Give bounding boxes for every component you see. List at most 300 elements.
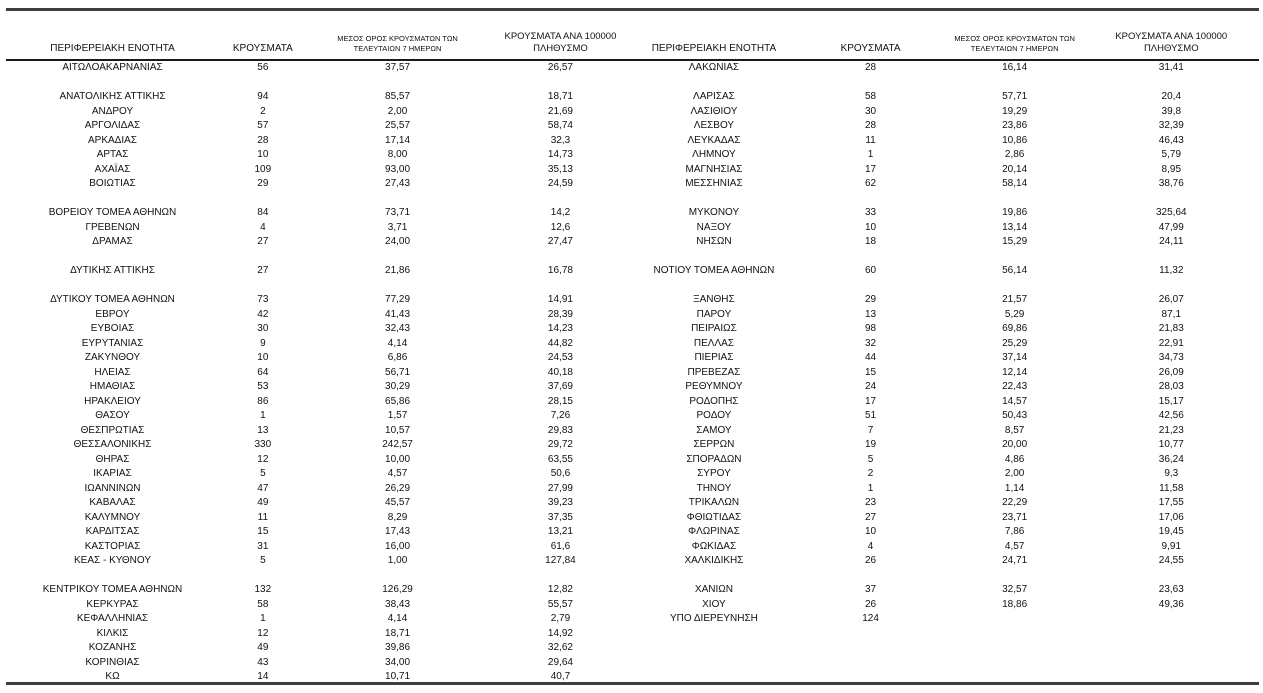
- cases-cell: 5: [260, 555, 266, 566]
- cases-cell: 18: [864, 236, 877, 247]
- avg7-cell: 14,57: [1002, 395, 1028, 407]
- region-cell: ΚΕΑΣ - ΚΥΘΝΟΥ: [74, 555, 151, 566]
- table-header-right: [633, 11, 1260, 60]
- data-row: [633, 482, 1260, 497]
- empty-cell: [633, 569, 796, 584]
- region-cell: ΤΡΙΚΑΛΩΝ: [688, 497, 740, 508]
- region-cell: ΖΑΚΥΝΘΟΥ: [84, 352, 141, 363]
- cases-cell: 13: [257, 424, 269, 436]
- cases-cell: 4: [260, 221, 266, 233]
- per100k-cell: 9,3: [1164, 468, 1179, 479]
- per100k-cell: 21,69: [547, 105, 573, 117]
- avg7-cell: 1,14: [1004, 482, 1025, 494]
- avg7-cell: 57,71: [1002, 91, 1028, 102]
- per100k-cell: 42,56: [1158, 410, 1184, 421]
- cases-cell: 94: [257, 91, 269, 102]
- empty-cell: [488, 569, 632, 584]
- empty-cell: [1084, 569, 1259, 584]
- per100k-cell: 58,74: [547, 120, 573, 131]
- empty-cell: [795, 279, 945, 294]
- region-cell: ΛΑΚΩΝΙΑΣ: [688, 62, 740, 73]
- cases-cell: 1: [867, 482, 874, 494]
- empty-cell: [307, 250, 489, 265]
- per100k-cell: 5,79: [1161, 149, 1182, 160]
- per100k-cell: 50,6: [550, 468, 571, 479]
- data-row: [633, 308, 1260, 323]
- region-cell: ΕΥΡΥΤΑΝΙΑΣ: [81, 337, 144, 349]
- per100k-cell: 9,91: [1161, 540, 1182, 552]
- region-cell: ΞΑΝΘΗΣ: [693, 294, 735, 305]
- avg7-cell: 22,43: [1002, 381, 1028, 392]
- cases-cell: 44: [864, 352, 877, 363]
- region-cell: ΓΡΕΒΕΝΩΝ: [85, 221, 140, 233]
- per100k-cell: 39,23: [547, 497, 573, 508]
- cases-cell: 12: [257, 453, 269, 465]
- data-row: [6, 366, 633, 381]
- data-row: [633, 467, 1260, 482]
- region-cell: ΛΕΣΒΟΥ: [693, 120, 735, 131]
- avg7-cell: 8,57: [1004, 424, 1025, 436]
- avg7-cell: 24,71: [1002, 555, 1028, 566]
- region-cell: ΑΡΓΟΛΙΔΑΣ: [84, 120, 141, 131]
- avg7-cell: 93,00: [385, 163, 411, 175]
- per100k-cell: 34,73: [1158, 352, 1184, 363]
- header-region-label: ΠΕΡΙΦΕΡΕΙΑΚΗ ΕΝΟΤΗΤΑ: [50, 43, 175, 54]
- header-region-label: ΠΕΡΙΦΕΡΕΙΑΚΗ ΕΝΟΤΗΤΑ: [651, 43, 777, 54]
- data-row: [633, 148, 1260, 163]
- empty-cell: [219, 76, 307, 91]
- avg7-cell: 4,57: [1004, 540, 1025, 552]
- empty-cell: [219, 250, 307, 265]
- per100k-cell: 24,11: [1159, 236, 1184, 247]
- cases-cell: 10: [257, 149, 269, 160]
- avg7-cell: 19,86: [1002, 207, 1028, 218]
- data-row: [633, 206, 1260, 221]
- empty-cell: [6, 76, 219, 91]
- per100k-cell: 18,71: [547, 91, 573, 102]
- header-cases: [219, 11, 307, 60]
- data-row: [633, 612, 1260, 627]
- data-row: [6, 293, 633, 308]
- per100k-cell: 32,3: [550, 134, 571, 146]
- header-cases-label: ΚΡΟΥΣΜΑΤΑ: [840, 43, 901, 54]
- data-row: [6, 627, 633, 642]
- header-per100k-label: ΚΡΟΥΣΜΑΤΑ ΑΝΑ 100000 ΠΛΗΘΥΣΜΟ: [504, 31, 617, 54]
- per100k-cell: 8,95: [1161, 163, 1182, 175]
- per100k-cell: 26,07: [1158, 294, 1184, 305]
- per100k-cell: 21,23: [1158, 424, 1184, 436]
- per100k-cell: 49,36: [1158, 598, 1184, 610]
- region-cell: ΤΗΝΟΥ: [696, 482, 732, 494]
- empty-cell: [1084, 192, 1259, 207]
- header-per100k: [488, 11, 632, 60]
- cases-cell: 14: [257, 671, 269, 682]
- cases-cell: 15: [864, 366, 877, 378]
- region-cell: ΚΑΛΥΜΝΟΥ: [84, 511, 141, 523]
- avg7-cell: 242,57: [382, 439, 413, 450]
- per100k-cell: 24,55: [1158, 555, 1184, 566]
- empty-cell: [219, 569, 307, 584]
- region-cell: ΑΡΤΑΣ: [96, 149, 129, 160]
- per100k-cell: 37,69: [547, 381, 573, 392]
- region-cell: ΘΗΡΑΣ: [95, 453, 130, 465]
- cases-cell: 12: [257, 627, 269, 639]
- region-cell: ΣΠΟΡΑΔΩΝ: [686, 453, 742, 465]
- region-cell: ΚΕΦΑΛΛΗΝΙΑΣ: [76, 613, 149, 624]
- avg7-cell: 24,00: [385, 236, 411, 247]
- empty-cell: [633, 656, 796, 671]
- spacer-row: [633, 656, 1260, 671]
- per100k-cell: 28,03: [1158, 381, 1184, 392]
- avg7-cell: 12,14: [1002, 366, 1028, 378]
- region-cell: ΗΜΑΘΙΑΣ: [89, 381, 136, 392]
- per100k-cell: 40,18: [547, 366, 573, 378]
- region-cell: ΝΗΣΩΝ: [696, 236, 732, 247]
- region-cell: ΔΡΑΜΑΣ: [92, 236, 133, 247]
- avg7-cell: 20,14: [1002, 163, 1028, 175]
- cases-cell: 28: [257, 134, 269, 146]
- region-cell: ΣΕΡΡΩΝ: [693, 439, 735, 450]
- region-cell: ΘΕΣΣΑΛΟΝΙΚΗΣ: [73, 439, 152, 450]
- data-row: [6, 496, 633, 511]
- region-cell: ΝΑΞΟΥ: [696, 221, 732, 233]
- data-row: [633, 293, 1260, 308]
- avg7-cell: 3,71: [387, 221, 408, 233]
- empty-cell: [307, 279, 489, 294]
- empty-cell: [795, 641, 945, 656]
- spacer-row: [633, 279, 1260, 294]
- per100k-cell: 2,79: [550, 613, 571, 624]
- avg7-cell: 17,14: [385, 134, 411, 146]
- avg7-cell: 8,29: [387, 511, 408, 523]
- cases-cell: 47: [257, 482, 269, 494]
- data-row: [6, 177, 633, 192]
- region-cell: ΔΥΤΙΚΟΥ ΤΟΜΕΑ ΑΘΗΝΩΝ: [50, 294, 175, 305]
- data-row: [633, 511, 1260, 526]
- region-cell: ΒΟΡΕΙΟΥ ΤΟΜΕΑ ΑΘΗΝΩΝ: [48, 207, 177, 218]
- region-cell: ΡΕΘΥΜΝΟΥ: [685, 381, 743, 392]
- data-row: [633, 351, 1260, 366]
- region-cell: ΠΕΛΛΑΣ: [693, 337, 734, 349]
- data-row: [6, 511, 633, 526]
- per100k-cell: 55,57: [547, 598, 573, 610]
- per100k-cell: 29,83: [547, 424, 573, 436]
- avg7-cell: 1,00: [387, 555, 408, 566]
- empty-cell: [6, 569, 219, 584]
- bottom-rule: [6, 682, 1259, 685]
- per100k-cell: 325,64: [1155, 207, 1187, 218]
- spacer-row: [6, 192, 633, 207]
- cases-cell: 58: [257, 598, 269, 610]
- header-avg7: [946, 11, 1084, 60]
- per100k-cell: 39,8: [1161, 105, 1182, 117]
- per100k-cell: 37,35: [547, 511, 573, 523]
- region-cell: ΧΑΝΙΩΝ: [694, 584, 733, 595]
- region-cell: ΣΑΜΟΥ: [696, 424, 732, 436]
- data-row: [6, 467, 633, 482]
- data-row: [633, 90, 1260, 105]
- region-cell: ΛΕΥΚΑΔΑΣ: [687, 134, 741, 146]
- cases-cell: 37: [864, 584, 877, 595]
- per100k-cell: 19,45: [1158, 526, 1184, 537]
- region-cell: ΙΩΑΝΝΙΝΩΝ: [84, 482, 141, 494]
- region-cell: ΧΑΛΚΙΔΙΚΗΣ: [684, 555, 744, 566]
- avg7-cell: 30,29: [385, 381, 411, 392]
- data-row: [6, 221, 633, 236]
- cases-cell: 11: [865, 134, 876, 146]
- avg7-cell: 6,86: [387, 352, 408, 363]
- data-row: [6, 656, 633, 671]
- per100k-cell: 24,53: [547, 352, 573, 363]
- per100k-cell: 29,64: [547, 656, 573, 668]
- empty-cell: [795, 250, 945, 265]
- per100k-cell: 14,73: [547, 149, 573, 160]
- avg7-cell: 2,00: [1004, 468, 1025, 479]
- data-row: [6, 540, 633, 555]
- cases-cell: 27: [257, 265, 269, 276]
- data-row: [6, 322, 633, 337]
- region-cell: ΚΕΡΚΥΡΑΣ: [86, 598, 139, 610]
- data-row: [633, 264, 1260, 279]
- avg7-cell: 16,14: [1002, 62, 1028, 73]
- region-cell: ΦΘΙΩΤΙΔΑΣ: [686, 511, 742, 523]
- data-row: [633, 438, 1260, 453]
- per100k-cell: 26,57: [547, 62, 573, 73]
- region-cell: ΡΟΔΟΠΗΣ: [689, 395, 739, 407]
- data-row: [6, 134, 633, 149]
- data-row: [633, 134, 1260, 149]
- cases-cell: 49: [257, 642, 269, 653]
- table-header-left: [6, 11, 633, 60]
- empty-cell: [633, 192, 796, 207]
- cases-cell: 1: [260, 613, 266, 624]
- avg7-cell: 23,86: [1002, 120, 1028, 131]
- data-row: [633, 322, 1260, 337]
- region-cell: ΗΛΕΙΑΣ: [94, 366, 131, 378]
- per100k-cell: 35,13: [547, 163, 573, 175]
- per100k-cell: 12,82: [547, 584, 573, 595]
- avg7-cell: 38,43: [385, 598, 411, 610]
- per100k-cell: 17,55: [1158, 497, 1184, 508]
- data-row: [6, 60, 633, 76]
- avg7-cell: 21,57: [1002, 294, 1028, 305]
- avg7-cell: 37,57: [385, 62, 411, 73]
- data-row: [6, 641, 633, 656]
- empty-cell: [219, 192, 307, 207]
- cases-cell: 51: [864, 410, 877, 421]
- avg7-cell: 2,86: [1004, 149, 1025, 160]
- avg7-cell: 4,14: [387, 613, 408, 624]
- empty-cell: [6, 279, 219, 294]
- empty-cell: [219, 279, 307, 294]
- cases-table-right: [633, 11, 1260, 685]
- empty-cell: [633, 250, 796, 265]
- spacer-row: [633, 641, 1260, 656]
- data-row: [6, 351, 633, 366]
- header-cases: [795, 11, 945, 60]
- region-cell: ΥΠΟ ΔΙΕΡΕΥΝΗΣΗ: [669, 613, 758, 624]
- data-row: [6, 583, 633, 598]
- per100k-cell: 11,32: [1159, 265, 1184, 276]
- region-cell: ΒΟΙΩΤΙΑΣ: [89, 178, 136, 189]
- empty-cell: [1084, 656, 1259, 671]
- per100k-cell: 36,24: [1158, 453, 1184, 465]
- cases-cell: 57: [257, 120, 269, 131]
- empty-cell: [795, 192, 945, 207]
- avg7-cell: 23,71: [1002, 511, 1028, 523]
- cases-cell: 32: [864, 337, 877, 349]
- per100k-cell: 14,23: [547, 323, 573, 334]
- cases-cell: 98: [864, 323, 877, 334]
- data-row: [633, 395, 1260, 410]
- per100k-cell: 16,78: [547, 265, 573, 276]
- region-cell: ΕΥΒΟΙΑΣ: [90, 323, 135, 334]
- per100k-cell: 29,72: [547, 439, 573, 450]
- empty-cell: [946, 192, 1084, 207]
- region-cell: ΘΑΣΟΥ: [95, 410, 130, 421]
- empty-cell: [1084, 627, 1259, 642]
- cases-cell: 27: [257, 236, 269, 247]
- empty-cell: [6, 192, 219, 207]
- data-row: [6, 308, 633, 323]
- cases-cell: 11: [257, 511, 269, 523]
- region-cell: ΚΕΝΤΡΙΚΟΥ ΤΟΜΕΑ ΑΘΗΝΩΝ: [42, 584, 183, 595]
- data-row: [633, 525, 1260, 540]
- cases-cell: 1: [260, 410, 266, 421]
- region-cell: ΑΙΤΩΛΟΑΚΑΡΝΑΝΙΑΣ: [62, 62, 163, 73]
- data-row: [633, 163, 1260, 178]
- data-row: [6, 395, 633, 410]
- cases-cell: 28: [864, 120, 877, 131]
- empty-cell: [488, 76, 632, 91]
- data-row: [6, 598, 633, 613]
- data-row: [6, 337, 633, 352]
- spacer-row: [633, 192, 1260, 207]
- avg7-cell: 16,00: [385, 540, 411, 552]
- per100k-cell: 46,43: [1158, 134, 1184, 146]
- region-cell: ΕΒΡΟΥ: [95, 308, 130, 320]
- data-row: [6, 90, 633, 105]
- avg7-cell: 32,57: [1002, 584, 1028, 595]
- avg7-cell: 4,86: [1004, 453, 1025, 465]
- per100k-cell: 7,26: [550, 410, 571, 421]
- cases-cell: 17: [864, 395, 877, 407]
- data-row: [6, 453, 633, 468]
- data-row: [6, 119, 633, 134]
- cases-cell: 23: [864, 497, 877, 508]
- data-row: [6, 235, 633, 250]
- avg7-cell: 50,43: [1002, 410, 1028, 421]
- data-row: [633, 177, 1260, 192]
- empty-cell: [946, 627, 1084, 642]
- avg7-cell: 37,14: [1002, 352, 1028, 363]
- region-cell: ΛΗΜΝΟΥ: [692, 149, 736, 160]
- region-cell: ΘΕΣΠΡΩΤΙΑΣ: [80, 424, 145, 436]
- cases-cell: 26: [864, 555, 877, 566]
- cases-cell: 84: [257, 207, 269, 218]
- header-row: [6, 11, 633, 60]
- region-cell: ΦΛΩΡΙΝΑΣ: [688, 526, 740, 537]
- cases-cell: 30: [864, 105, 877, 117]
- header-avg7-label: ΜΕΣΟΣ ΟΡΟΣ ΚΡΟΥΣΜΑΤΩΝ ΤΩΝ ΤΕΛΕΥΤΑΙΩΝ 7 ΗΜΕΡΩΝ: [954, 33, 1075, 53]
- avg7-cell: 73,71: [385, 207, 411, 218]
- empty-cell: [795, 76, 945, 91]
- cases-cell: 64: [257, 366, 269, 378]
- data-row: [6, 482, 633, 497]
- data-row: [633, 221, 1260, 236]
- region-cell: ΚΑΒΑΛΑΣ: [89, 497, 136, 508]
- header-avg7-label: ΜΕΣΟΣ ΟΡΟΣ ΚΡΟΥΣΜΑΤΩΝ ΤΩΝ ΤΕΛΕΥΤΑΙΩΝ 7 ΗΜΕΡΩΝ: [337, 33, 458, 53]
- data-row: [6, 612, 633, 627]
- cases-cell: 10: [864, 526, 877, 537]
- avg7-cell: 21,86: [385, 265, 411, 276]
- empty-cell: [1084, 641, 1259, 656]
- cases-cell: 1: [867, 149, 874, 160]
- avg7-cell: 26,29: [385, 482, 411, 494]
- empty-cell: [795, 656, 945, 671]
- avg7-cell: 18,86: [1002, 598, 1028, 610]
- per100k-cell: 17,06: [1158, 511, 1184, 523]
- per100k-cell: 14,2: [550, 207, 571, 218]
- region-cell: ΚΟΡΙΝΘΙΑΣ: [85, 656, 140, 668]
- cases-cell: 2: [867, 468, 874, 479]
- data-row: [6, 148, 633, 163]
- avg7-cell: 5,29: [1004, 308, 1025, 320]
- cases-cell: 86: [257, 395, 269, 407]
- data-row: [633, 453, 1260, 468]
- empty-cell: [488, 192, 632, 207]
- empty-cell: [307, 192, 489, 207]
- data-row: [633, 235, 1260, 250]
- per100k-cell: 26,09: [1158, 366, 1184, 378]
- region-cell: ΠΡΕΒΕΖΑΣ: [687, 366, 741, 378]
- header-avg7: [307, 11, 489, 60]
- cases-cell: 7: [867, 424, 874, 436]
- region-cell: ΧΙΟΥ: [702, 598, 726, 610]
- region-cell: ΛΑΡΙΣΑΣ: [693, 91, 735, 102]
- avg7-cell: 4,14: [387, 337, 408, 349]
- avg7-cell: 8,00: [387, 149, 408, 160]
- data-row: [6, 264, 633, 279]
- empty-cell: [795, 569, 945, 584]
- data-row: [633, 554, 1260, 569]
- per100k-cell: 40,7: [550, 671, 571, 682]
- region-cell: ΠΙΕΡΙΑΣ: [694, 352, 734, 363]
- region-cell: ΝΟΤΙΟΥ ΤΟΜΕΑ ΑΘΗΝΩΝ: [653, 265, 775, 276]
- region-cell: ΠΕΙΡΑΙΩΣ: [691, 323, 737, 334]
- per100k-cell: 63,55: [547, 453, 573, 465]
- data-row: [633, 424, 1260, 439]
- empty-cell: [633, 641, 796, 656]
- cases-cell: 53: [257, 381, 269, 392]
- data-row: [6, 554, 633, 569]
- empty-cell: [488, 250, 632, 265]
- per100k-cell: 28,15: [547, 395, 573, 407]
- header-region: [6, 11, 219, 60]
- data-row: [6, 105, 633, 120]
- avg7-cell: 77,29: [385, 294, 411, 305]
- cases-cell: 58: [864, 91, 877, 102]
- avg7-cell: 10,71: [385, 671, 411, 682]
- cases-cell: 10: [257, 352, 269, 363]
- region-cell: ΛΑΣΙΘΙΟΥ: [690, 105, 738, 117]
- cases-cell: 28: [864, 62, 877, 73]
- avg7-cell: 19,29: [1002, 105, 1028, 117]
- cases-cell: 43: [257, 656, 269, 668]
- per100k-cell: [1084, 612, 1259, 627]
- per100k-cell: 11,58: [1159, 482, 1184, 494]
- avg7-cell: 41,43: [385, 308, 411, 320]
